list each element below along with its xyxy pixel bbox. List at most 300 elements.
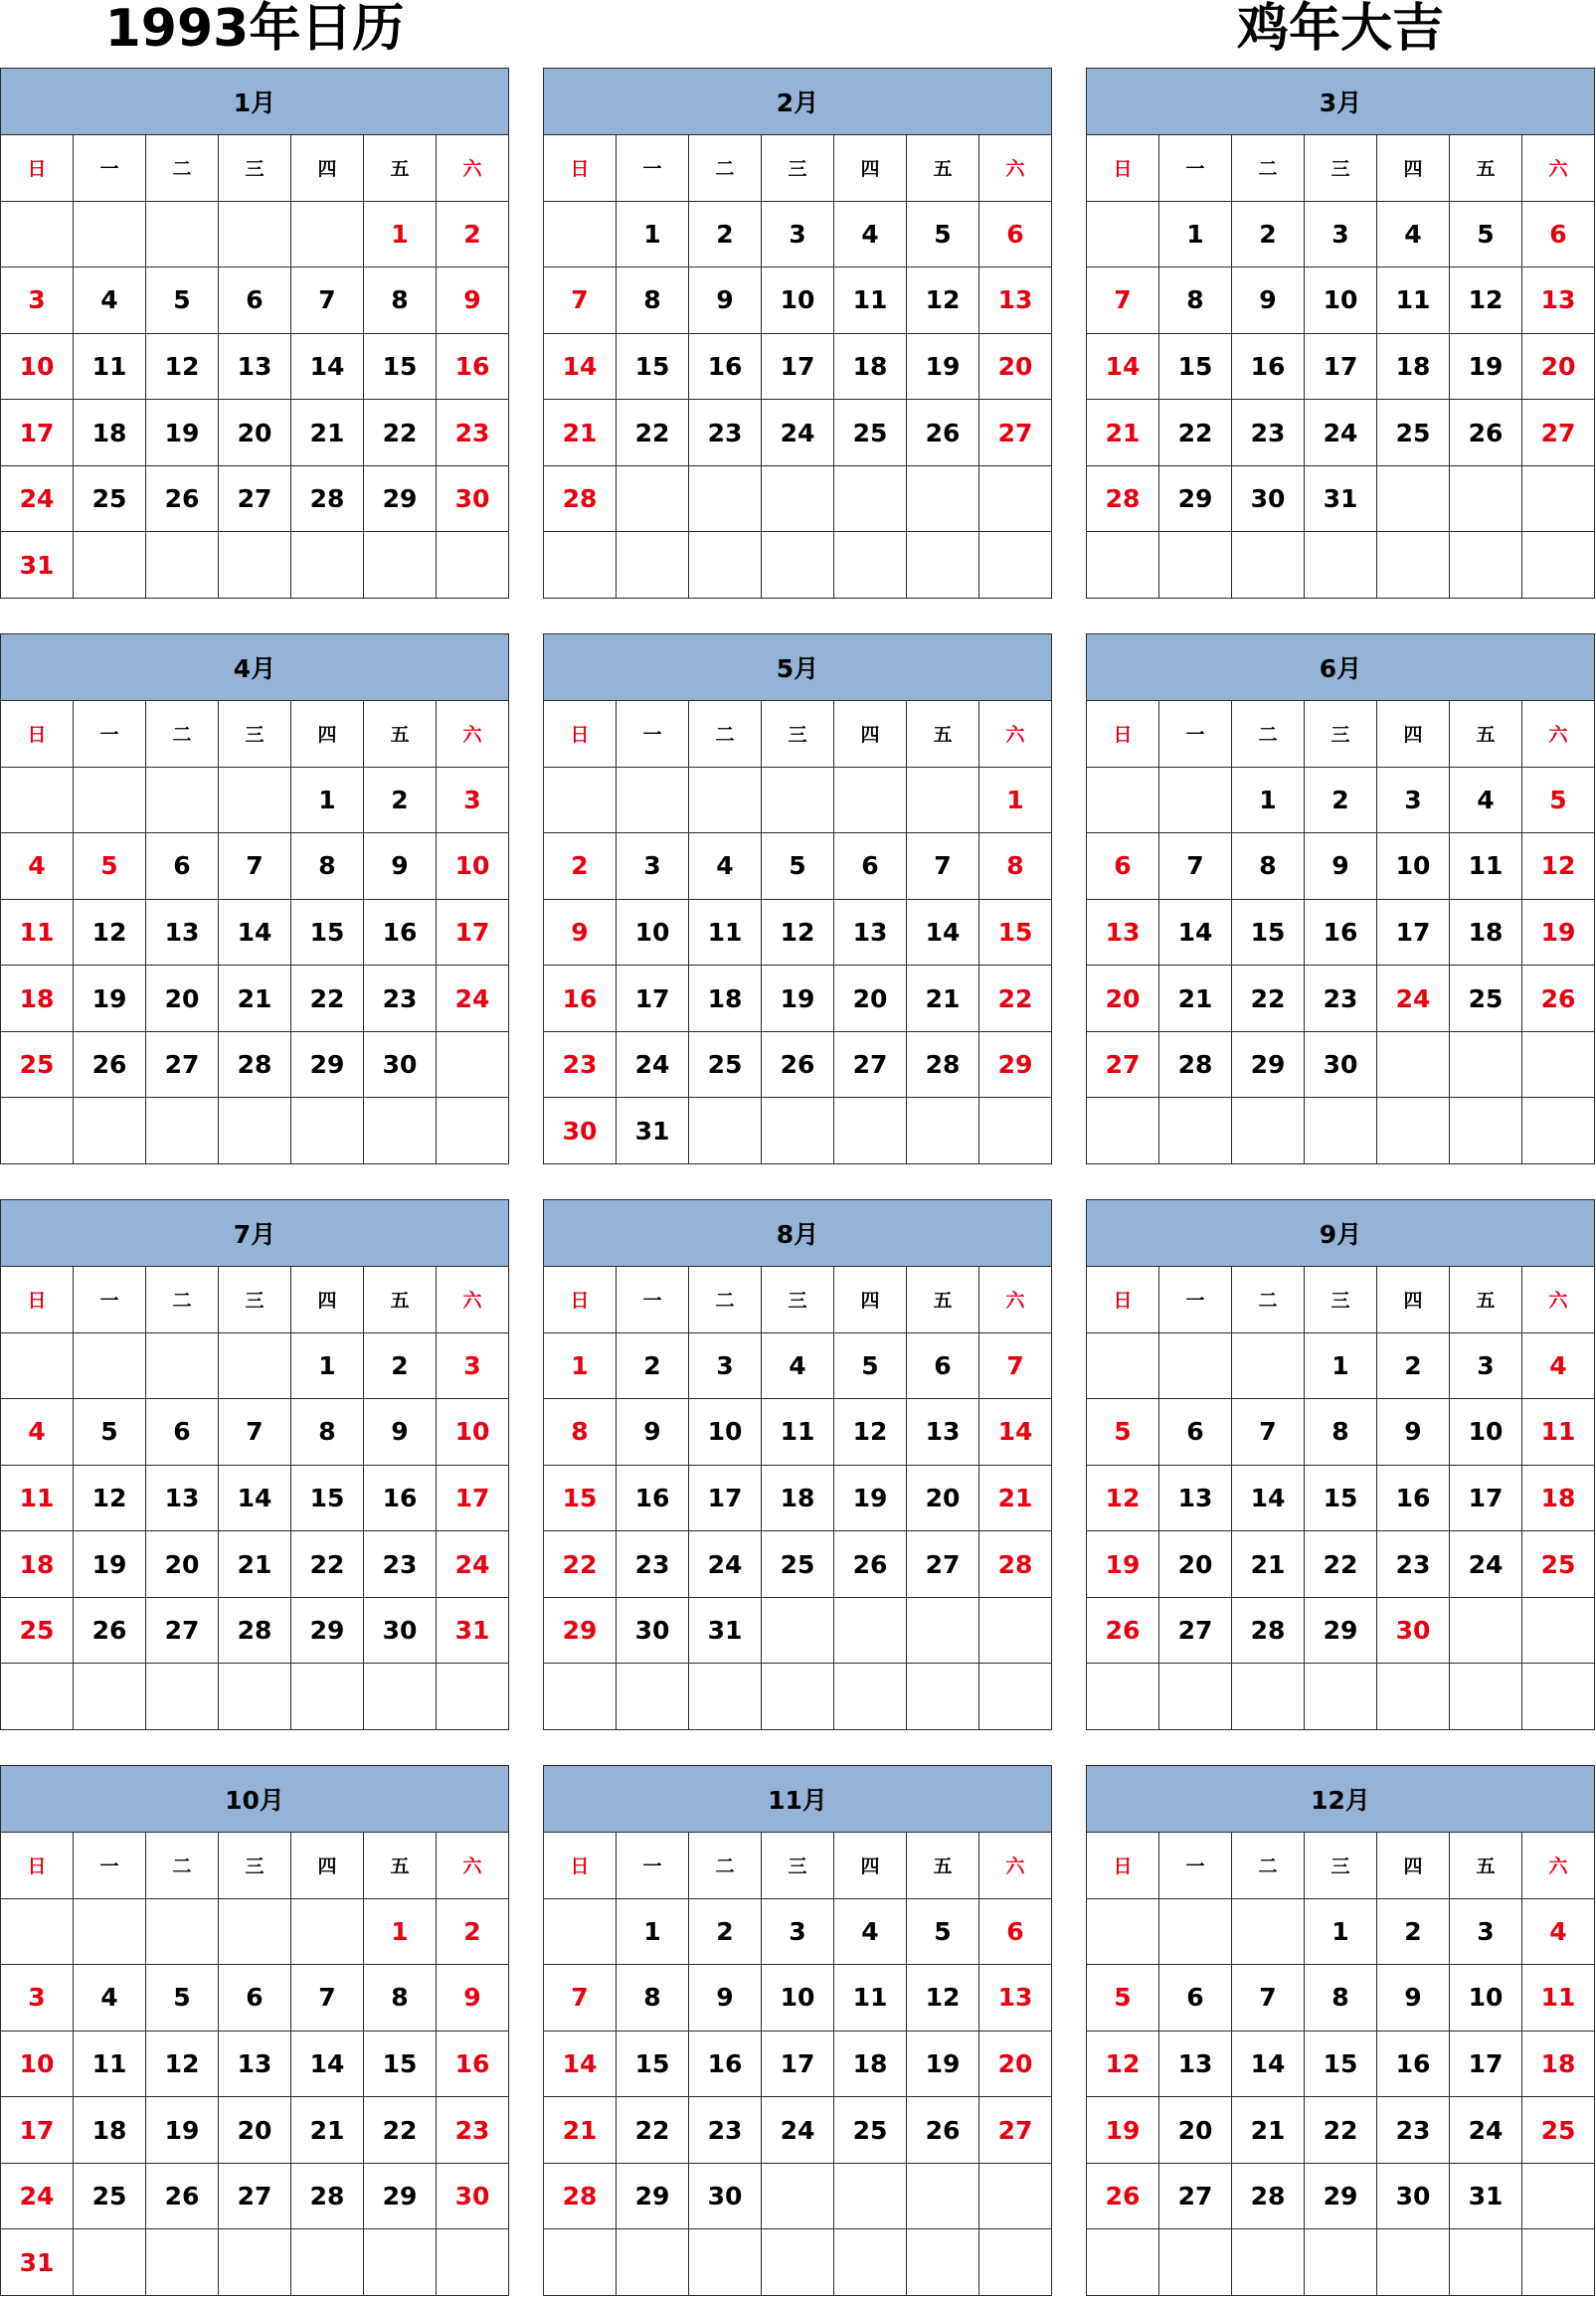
day-cell: 18: [74, 2097, 146, 2164]
day-cell: 29: [1159, 466, 1232, 533]
empty-cell: [291, 202, 364, 268]
empty-cell: [1232, 1333, 1305, 1400]
day-cell: 20: [219, 2097, 291, 2164]
day-cell: 20: [1159, 1531, 1232, 1598]
day-cell: 23: [1305, 966, 1377, 1032]
day-cell: 2: [364, 768, 437, 834]
weekday-header: 五: [1450, 1833, 1522, 1899]
weekday-header: 五: [907, 1833, 979, 1899]
weekday-header: 五: [907, 1267, 979, 1333]
day-cell: 4: [762, 1333, 834, 1400]
day-cell: 16: [1377, 1466, 1450, 1532]
day-cell: 2: [437, 1899, 509, 1966]
day-cell: 26: [146, 2164, 219, 2230]
day-cell: 18: [1377, 334, 1450, 401]
day-cell: 5: [1087, 1399, 1159, 1466]
day-cell: 19: [907, 334, 979, 401]
empty-cell: [544, 532, 617, 599]
day-cell: 22: [1159, 400, 1232, 466]
day-cell: 8: [1159, 267, 1232, 334]
day-cell: 8: [291, 833, 364, 900]
empty-cell: [762, 1098, 834, 1164]
day-cell: 17: [1450, 1466, 1522, 1532]
day-cell: 22: [364, 2097, 437, 2164]
month-calendar: [543, 1765, 1052, 2296]
day-cell: 28: [1232, 1598, 1305, 1665]
weekday-header: 二: [146, 1267, 219, 1333]
day-cell: 31: [1, 532, 74, 599]
day-cell: 19: [1087, 1531, 1159, 1598]
weekday-header: 五: [1450, 1267, 1522, 1333]
day-cell: 11: [1377, 267, 1450, 334]
empty-cell: [437, 1664, 509, 1730]
weekday-header: 五: [907, 135, 979, 202]
day-cell: 11: [834, 1965, 907, 2032]
day-cell: 1: [617, 1899, 689, 1966]
day-cell: 19: [146, 400, 219, 466]
day-cell: 3: [762, 1899, 834, 1966]
day-cell: 3: [1, 1965, 74, 2032]
weekday-header: 一: [617, 1833, 689, 1899]
day-cell: 30: [364, 1598, 437, 1665]
day-cell: 1: [364, 202, 437, 268]
day-cell: 18: [689, 966, 762, 1032]
empty-cell: [1377, 532, 1450, 599]
day-cell: 16: [364, 900, 437, 967]
month-calendar: [1086, 68, 1595, 599]
weekday-header: 四: [1377, 701, 1450, 768]
day-cell: 10: [1305, 267, 1377, 334]
day-cell: 9: [689, 1965, 762, 2032]
day-cell: 5: [834, 1333, 907, 1400]
weekday-header: 三: [762, 701, 834, 768]
empty-cell: [1450, 1098, 1522, 1164]
empty-cell: [1522, 1032, 1595, 1099]
empty-cell: [834, 2164, 907, 2230]
weekday-header: 六: [979, 135, 1052, 202]
day-cell: 17: [762, 334, 834, 401]
month-title: 10月: [1, 1766, 509, 1833]
day-cell: 9: [1377, 1399, 1450, 1466]
day-cell: 15: [291, 1466, 364, 1532]
weekday-header: 一: [617, 135, 689, 202]
empty-cell: [1087, 1664, 1159, 1730]
day-cell: 15: [979, 900, 1052, 967]
day-cell: 17: [689, 1466, 762, 1532]
day-cell: 25: [74, 2164, 146, 2230]
day-cell: 9: [1232, 267, 1305, 334]
day-cell: 12: [74, 900, 146, 967]
weekday-header: 六: [437, 701, 509, 768]
weekday-header: 二: [146, 135, 219, 202]
day-cell: 21: [219, 1531, 291, 1598]
weekday-header: 日: [1087, 1833, 1159, 1899]
day-cell: 28: [979, 1531, 1052, 1598]
empty-cell: [1450, 466, 1522, 533]
day-cell: 30: [437, 466, 509, 533]
day-cell: 9: [1305, 833, 1377, 900]
empty-cell: [907, 2164, 979, 2230]
empty-cell: [689, 1098, 762, 1164]
day-cell: 1: [291, 768, 364, 834]
day-cell: 23: [364, 1531, 437, 1598]
day-cell: 5: [1522, 768, 1595, 834]
weekday-header: 一: [1159, 1267, 1232, 1333]
empty-cell: [834, 1098, 907, 1164]
empty-cell: [1377, 2229, 1450, 2296]
day-cell: 14: [979, 1399, 1052, 1466]
empty-cell: [544, 202, 617, 268]
empty-cell: [219, 1098, 291, 1164]
day-cell: 17: [437, 1466, 509, 1532]
day-cell: 6: [979, 202, 1052, 268]
empty-cell: [74, 2229, 146, 2296]
day-cell: 10: [617, 900, 689, 967]
day-cell: 3: [1, 267, 74, 334]
day-cell: 9: [437, 267, 509, 334]
empty-cell: [1159, 1899, 1232, 1966]
day-cell: 1: [1232, 768, 1305, 834]
day-cell: 25: [74, 466, 146, 533]
day-cell: 29: [1232, 1032, 1305, 1099]
empty-cell: [364, 2229, 437, 2296]
day-cell: 1: [291, 1333, 364, 1400]
day-cell: 28: [1232, 2164, 1305, 2230]
empty-cell: [364, 532, 437, 599]
empty-cell: [146, 768, 219, 834]
day-cell: 23: [437, 2097, 509, 2164]
day-cell: 4: [834, 1899, 907, 1966]
day-cell: 30: [1377, 1598, 1450, 1665]
day-cell: 3: [762, 202, 834, 268]
empty-cell: [979, 466, 1052, 533]
day-cell: 22: [544, 1531, 617, 1598]
month-calendar: [0, 68, 509, 599]
day-cell: 26: [146, 466, 219, 533]
day-cell: 12: [146, 2032, 219, 2098]
day-cell: 11: [74, 2032, 146, 2098]
weekday-header: 日: [1087, 135, 1159, 202]
weekday-header: 三: [762, 135, 834, 202]
day-cell: 11: [1, 1466, 74, 1532]
empty-cell: [364, 1664, 437, 1730]
day-cell: 22: [291, 1531, 364, 1598]
day-cell: 22: [617, 400, 689, 466]
day-cell: 11: [1450, 833, 1522, 900]
empty-cell: [834, 768, 907, 834]
empty-cell: [834, 1598, 907, 1665]
day-cell: 7: [219, 1399, 291, 1466]
empty-cell: [1159, 1333, 1232, 1400]
empty-cell: [74, 532, 146, 599]
day-cell: 21: [1159, 966, 1232, 1032]
day-cell: 28: [219, 1032, 291, 1099]
day-cell: 10: [437, 833, 509, 900]
empty-cell: [146, 1333, 219, 1400]
day-cell: 19: [146, 2097, 219, 2164]
day-cell: 25: [1522, 1531, 1595, 1598]
day-cell: 11: [1522, 1399, 1595, 1466]
day-cell: 26: [834, 1531, 907, 1598]
weekday-header: 三: [762, 1833, 834, 1899]
day-cell: 17: [1, 2097, 74, 2164]
empty-cell: [146, 532, 219, 599]
empty-cell: [689, 466, 762, 533]
empty-cell: [1377, 1032, 1450, 1099]
day-cell: 1: [979, 768, 1052, 834]
day-cell: 14: [291, 2032, 364, 2098]
empty-cell: [1450, 1664, 1522, 1730]
empty-cell: [979, 1598, 1052, 1665]
weekday-header: 二: [1232, 701, 1305, 768]
day-cell: 28: [907, 1032, 979, 1099]
day-cell: 21: [979, 1466, 1052, 1532]
day-cell: 16: [437, 2032, 509, 2098]
day-cell: 29: [364, 2164, 437, 2230]
day-cell: 10: [437, 1399, 509, 1466]
day-cell: 10: [762, 1965, 834, 2032]
day-cell: 12: [762, 900, 834, 967]
empty-cell: [1, 202, 74, 268]
day-cell: 12: [146, 334, 219, 401]
empty-cell: [544, 1664, 617, 1730]
day-cell: 27: [146, 1598, 219, 1665]
empty-cell: [689, 532, 762, 599]
empty-cell: [437, 1032, 509, 1099]
day-cell: 4: [74, 1965, 146, 2032]
day-cell: 2: [1377, 1899, 1450, 1966]
day-cell: 19: [74, 1531, 146, 1598]
day-cell: 20: [1087, 966, 1159, 1032]
empty-cell: [1, 1333, 74, 1400]
weekday-header: 日: [544, 1833, 617, 1899]
day-cell: 4: [834, 202, 907, 268]
day-cell: 4: [1522, 1333, 1595, 1400]
empty-cell: [762, 1664, 834, 1730]
day-cell: 19: [834, 1466, 907, 1532]
day-cell: 13: [146, 1466, 219, 1532]
empty-cell: [74, 1098, 146, 1164]
day-cell: 24: [1, 466, 74, 533]
day-cell: 5: [74, 833, 146, 900]
weekday-header: 五: [907, 701, 979, 768]
day-cell: 6: [219, 1965, 291, 2032]
day-cell: 24: [437, 1531, 509, 1598]
empty-cell: [907, 466, 979, 533]
month-calendar: [1086, 1765, 1595, 2296]
day-cell: 6: [146, 833, 219, 900]
day-cell: 2: [437, 202, 509, 268]
weekday-header: 六: [437, 1267, 509, 1333]
day-cell: 20: [146, 966, 219, 1032]
empty-cell: [74, 1899, 146, 1966]
day-cell: 20: [834, 966, 907, 1032]
day-cell: 15: [1305, 2032, 1377, 2098]
day-cell: 24: [617, 1032, 689, 1099]
empty-cell: [437, 532, 509, 599]
day-cell: 13: [979, 267, 1052, 334]
day-cell: 29: [617, 2164, 689, 2230]
weekday-header: 五: [1450, 701, 1522, 768]
month-title: 12月: [1087, 1766, 1595, 1833]
empty-cell: [146, 1098, 219, 1164]
empty-cell: [689, 2229, 762, 2296]
empty-cell: [762, 2229, 834, 2296]
day-cell: 16: [1232, 334, 1305, 401]
day-cell: 24: [1450, 2097, 1522, 2164]
day-cell: 30: [617, 1598, 689, 1665]
weekday-header: 二: [1232, 1267, 1305, 1333]
day-cell: 8: [544, 1399, 617, 1466]
day-cell: 3: [437, 768, 509, 834]
empty-cell: [617, 532, 689, 599]
day-cell: 1: [1159, 202, 1232, 268]
day-cell: 15: [291, 900, 364, 967]
day-cell: 9: [364, 833, 437, 900]
weekday-header: 一: [617, 1267, 689, 1333]
day-cell: 9: [689, 267, 762, 334]
day-cell: 21: [1232, 1531, 1305, 1598]
day-cell: 13: [1522, 267, 1595, 334]
empty-cell: [146, 1664, 219, 1730]
day-cell: 7: [979, 1333, 1052, 1400]
empty-cell: [834, 1664, 907, 1730]
day-cell: 6: [979, 1899, 1052, 1966]
day-cell: 31: [689, 1598, 762, 1665]
day-cell: 6: [1087, 833, 1159, 900]
weekday-header: 一: [1159, 701, 1232, 768]
day-cell: 18: [834, 334, 907, 401]
day-cell: 29: [544, 1598, 617, 1665]
day-cell: 20: [979, 334, 1052, 401]
day-cell: 7: [907, 833, 979, 900]
day-cell: 10: [1450, 1965, 1522, 2032]
day-cell: 16: [1377, 2032, 1450, 2098]
month-title: 5月: [544, 634, 1052, 701]
day-cell: 16: [544, 966, 617, 1032]
weekday-header: 三: [1305, 1267, 1377, 1333]
empty-cell: [907, 1098, 979, 1164]
day-cell: 11: [1522, 1965, 1595, 2032]
empty-cell: [74, 1333, 146, 1400]
day-cell: 26: [1522, 966, 1595, 1032]
empty-cell: [219, 1664, 291, 1730]
day-cell: 23: [1232, 400, 1305, 466]
month-calendar: [543, 1199, 1052, 1730]
empty-cell: [291, 2229, 364, 2296]
day-cell: 18: [1, 1531, 74, 1598]
empty-cell: [1159, 2229, 1232, 2296]
empty-cell: [762, 2164, 834, 2230]
day-cell: 22: [364, 400, 437, 466]
empty-cell: [1087, 1098, 1159, 1164]
empty-cell: [1305, 532, 1377, 599]
day-cell: 4: [1, 833, 74, 900]
day-cell: 6: [1159, 1965, 1232, 2032]
weekday-header: 二: [689, 1267, 762, 1333]
day-cell: 21: [291, 2097, 364, 2164]
empty-cell: [146, 1899, 219, 1966]
weekday-header: 五: [1450, 135, 1522, 202]
day-cell: 25: [1450, 966, 1522, 1032]
day-cell: 25: [1522, 2097, 1595, 2164]
month-title: 9月: [1087, 1200, 1595, 1267]
day-cell: 15: [1305, 1466, 1377, 1532]
day-cell: 7: [219, 833, 291, 900]
empty-cell: [1232, 2229, 1305, 2296]
empty-cell: [979, 2164, 1052, 2230]
day-cell: 31: [1305, 466, 1377, 533]
day-cell: 27: [219, 466, 291, 533]
weekday-header: 四: [1377, 135, 1450, 202]
empty-cell: [762, 768, 834, 834]
empty-cell: [1522, 2164, 1595, 2230]
day-cell: 13: [834, 900, 907, 967]
day-cell: 15: [364, 334, 437, 401]
day-cell: 2: [1232, 202, 1305, 268]
day-cell: 28: [291, 2164, 364, 2230]
day-cell: 7: [291, 1965, 364, 2032]
day-cell: 21: [1232, 2097, 1305, 2164]
day-cell: 18: [1, 966, 74, 1032]
day-cell: 4: [689, 833, 762, 900]
empty-cell: [1087, 1899, 1159, 1966]
day-cell: 17: [617, 966, 689, 1032]
day-cell: 5: [907, 1899, 979, 1966]
weekday-header: 五: [364, 1267, 437, 1333]
day-cell: 13: [146, 900, 219, 967]
empty-cell: [146, 202, 219, 268]
day-cell: 18: [74, 400, 146, 466]
weekday-header: 二: [1232, 1833, 1305, 1899]
day-cell: 15: [544, 1466, 617, 1532]
day-cell: 12: [834, 1399, 907, 1466]
day-cell: 10: [1450, 1399, 1522, 1466]
empty-cell: [834, 466, 907, 533]
empty-cell: [364, 1098, 437, 1164]
day-cell: 25: [1377, 400, 1450, 466]
day-cell: 17: [1305, 334, 1377, 401]
empty-cell: [74, 768, 146, 834]
empty-cell: [1087, 2229, 1159, 2296]
day-cell: 27: [834, 1032, 907, 1099]
day-cell: 18: [1450, 900, 1522, 967]
day-cell: 23: [437, 400, 509, 466]
weekday-header: 三: [1305, 701, 1377, 768]
weekday-header: 六: [1522, 701, 1595, 768]
month-calendar: [543, 68, 1052, 599]
day-cell: 8: [1305, 1399, 1377, 1466]
day-cell: 11: [1, 900, 74, 967]
day-cell: 23: [689, 400, 762, 466]
day-cell: 3: [1450, 1333, 1522, 1400]
day-cell: 29: [364, 466, 437, 533]
day-cell: 20: [1159, 2097, 1232, 2164]
day-cell: 18: [834, 2032, 907, 2098]
day-cell: 21: [907, 966, 979, 1032]
weekday-header: 二: [146, 1833, 219, 1899]
empty-cell: [1450, 1032, 1522, 1099]
day-cell: 8: [1305, 1965, 1377, 2032]
day-cell: 4: [74, 267, 146, 334]
day-cell: 28: [1159, 1032, 1232, 1099]
day-cell: 26: [74, 1598, 146, 1665]
day-cell: 14: [219, 900, 291, 967]
day-cell: 4: [1450, 768, 1522, 834]
day-cell: 10: [1377, 833, 1450, 900]
weekday-header: 一: [1159, 1833, 1232, 1899]
empty-cell: [1159, 1664, 1232, 1730]
